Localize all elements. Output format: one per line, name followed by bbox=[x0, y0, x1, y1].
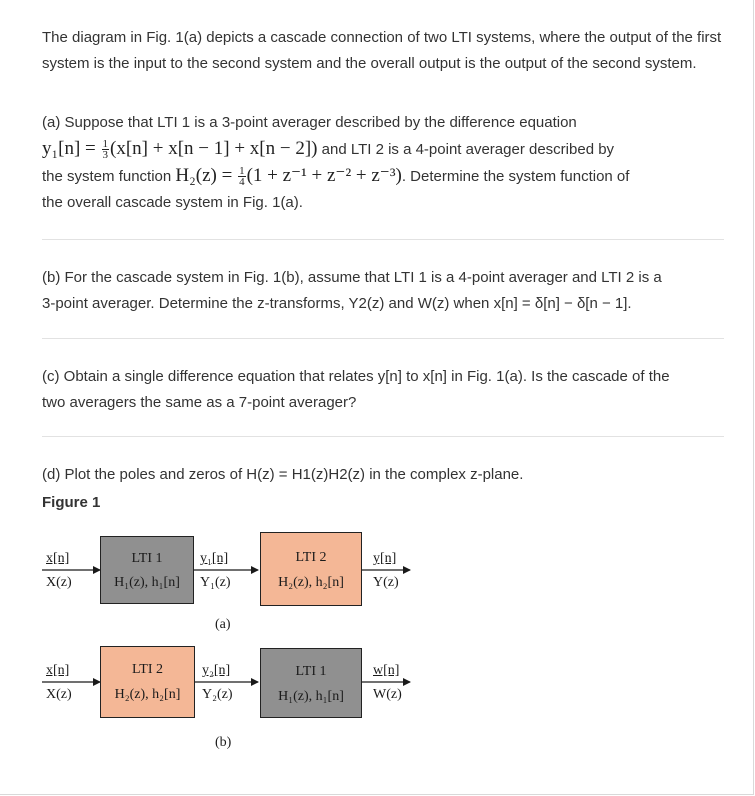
difference-equation: y₁[n] = $\frac{1}{3}$ (x[n] + x[n − 1] + x[n − 2]) bbox=[42, 138, 318, 162]
part-d-paragraph: (d) Plot the poles and zeros of H(z) = H1(z)H2(z) in the complex z-plane. bbox=[42, 466, 524, 483]
b-input-signal: x[n] bbox=[46, 663, 70, 678]
a-output-transform: Y(z) bbox=[373, 575, 399, 590]
a-lti1-function: H₁(z), h₁[n] bbox=[114, 575, 180, 590]
a-caption: (a) bbox=[215, 617, 231, 632]
intro-paragraph: The diagram in Fig. 1(a) depicts a cascade connection of two LTI systems, where the output of the first system is the input to the second system and the overall output is the output of the second system. bbox=[42, 29, 722, 72]
a-lti1-block bbox=[100, 536, 194, 604]
a-input-transform: X(z) bbox=[46, 575, 72, 590]
part-a-paragraph bbox=[42, 110, 722, 216]
part-b-line1: (b) For the cascade system in Fig. 1(b), assume that LTI 1 is a 4-point averager and LTI 2 is a bbox=[42, 269, 662, 286]
divider bbox=[42, 239, 724, 240]
cascade-figure bbox=[40, 520, 440, 760]
divider bbox=[42, 338, 724, 339]
part-a-line1: (a) Suppose that LTI 1 is a 3-point averager described by the difference equation bbox=[42, 114, 577, 131]
b-lti2-title: LTI 2 bbox=[132, 662, 163, 677]
part-c-line1: (c) Obtain a single difference equation that relates y[n] to x[n] in Fig. 1(a). Is the cascade of the bbox=[42, 368, 670, 385]
a-intermediate-signal: y₁[n] bbox=[200, 551, 229, 566]
b-lti1-title: LTI 1 bbox=[295, 664, 327, 679]
part-a-line3: the system function H₂(z) = $\frac{1}{4}$ (1 + z⁻¹ + z⁻² + z⁻³). Determine the system function of bbox=[42, 165, 630, 189]
part-c-line2: two averagers the same as a 7-point averager? bbox=[42, 394, 357, 411]
part-a-line2: y₁[n] = $\frac{1}{3}$ (x[n] + x[n − 1] + x[n − 2]) and LTI 2 is a 4-point averager described by bbox=[42, 138, 615, 162]
system-function-equation: H₂(z) = $\frac{1}{4}$ (1 + z⁻¹ + z⁻² + z⁻³) bbox=[175, 165, 402, 189]
a-lti1-title: LTI 1 bbox=[131, 551, 163, 566]
a-lti2-block bbox=[260, 532, 362, 606]
fraction-one-third: $\frac{1}{3}$ bbox=[102, 138, 108, 162]
a-intermediate-transform: Y₁(z) bbox=[200, 575, 231, 590]
b-lti1-block bbox=[260, 648, 362, 718]
part-c-paragraph bbox=[42, 364, 722, 416]
a-lti2-function: H₂(z), h₂[n] bbox=[278, 575, 344, 590]
b-intermediate-signal: y₂[n] bbox=[202, 663, 231, 678]
b-lti2-function: H₂(z), h₂[n] bbox=[114, 687, 181, 702]
fraction-one-fourth: $\frac{1}{4}$ bbox=[239, 165, 245, 189]
b-lti2-block bbox=[100, 646, 195, 718]
b-output-transform: W(z) bbox=[373, 687, 402, 702]
b-input-transform: X(z) bbox=[46, 687, 72, 702]
b-intermediate-transform: Y₂(z) bbox=[202, 687, 233, 702]
divider bbox=[42, 436, 724, 437]
b-lti1-function: H₁(z), h₁[n] bbox=[278, 689, 344, 704]
a-lti2-title: LTI 2 bbox=[295, 550, 327, 565]
figure-title: Figure 1 bbox=[42, 494, 101, 511]
b-output-signal: w[n] bbox=[373, 663, 400, 678]
part-b-paragraph bbox=[42, 265, 722, 317]
a-output-signal: y[n] bbox=[373, 551, 397, 566]
part-b-line2: 3-point averager. Determine the z-transforms, Y2(z) and W(z) when x[n] = δ[n] − δ[n − 1]. bbox=[42, 295, 632, 312]
a-input-signal: x[n] bbox=[46, 551, 70, 566]
b-caption: (b) bbox=[215, 735, 232, 750]
part-a-line4: the overall cascade system in Fig. 1(a). bbox=[42, 194, 303, 211]
